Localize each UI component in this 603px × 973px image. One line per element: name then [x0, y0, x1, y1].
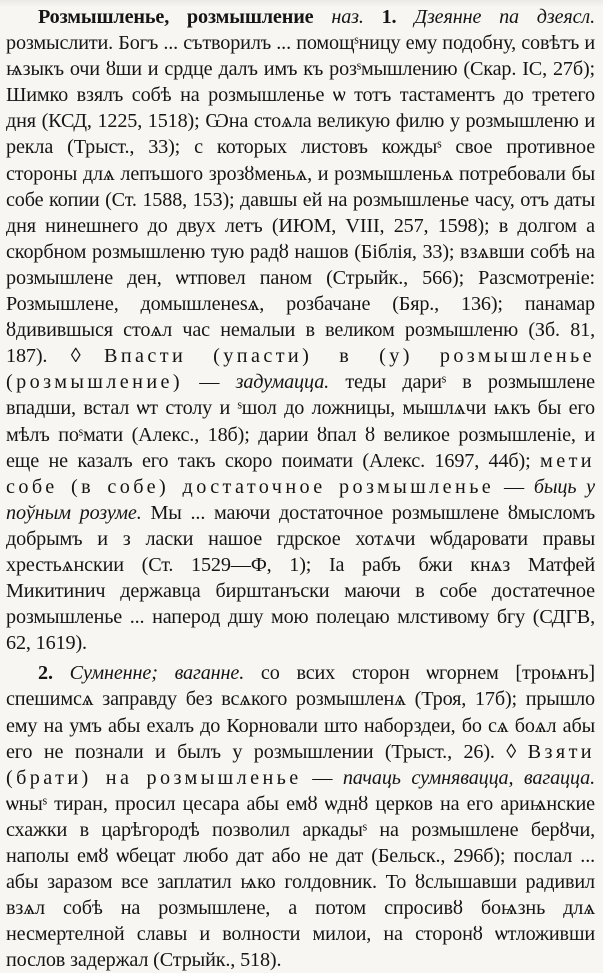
sense-2-paragraph — [6, 660, 595, 973]
part-of-speech: наз. — [331, 6, 364, 28]
sense-2-phrase-1-gloss: пачаць сумняваццa, вагацца. — [342, 766, 595, 789]
sense-1-paragraph — [6, 4, 595, 656]
sense-1-citations-b: теды дариˢ в розмышлене впадши, встал ѡт столу и ˢшол до ложницы, мышлѧчи ѩкъ бы его мѣлъ поˢмати (Алекс., 18б); дарии ȣпал ȣ великое розмышленіе, и еще не казалъ его такъ скоро поимати (Алекс. 1697, 44б); — [6, 371, 595, 472]
sense-1-phrase-1: Впасти (упасти) в (у) розмышленье (розмышление) — [6, 345, 595, 394]
top-bleed-through — [0, 0, 603, 6]
sense-2-dash-1: — — [301, 766, 343, 789]
sense-2-citations-a: со всих сторон ѡгорнем [троѩнъ] спешимсѧ заправду без всѧкого розмышленѧ (Троя, 17б); прышло ему на умъ абы ехалъ до Корновали што наборздеи, бо сѧ боѧл абы его не познали и былъ у розмышлении (Трыст., 26). ◊ — [6, 662, 595, 763]
sense-1-gloss: Дзеянне па дзеясл. — [414, 6, 595, 28]
sense-1-phrase-1-gloss: задумацца. — [235, 371, 330, 394]
sense-1-dash-1: — — [183, 371, 236, 394]
sense-1-dash-2: — — [494, 475, 534, 498]
headword: Розмышленье, розмышление — [38, 6, 314, 28]
sense-2-number: 2. — [38, 662, 53, 685]
sense-1-phrase-2: мети собе (в собе) достаточное розмышленье — [6, 449, 595, 498]
sense-1-citations-a: розмыслити. Богъ ... сътворилъ ... помощˢницу ему подобну, совѣтъ и ѩзыкъ очи ȣши и срдце далъ имъ къ розˢмышлению (Скар. IC, 27б); Шимко взялъ собѣ на розмышленье ѡ тотъ тастаментъ до третего дня (КСД, 1225, 1518); Ѡна стоѧла великую филю у розмышленю и рекла (Трыст., 33); с которых листовъ кождыˢ свое противное стороны длѧ лепъшого зрозȣменьѧ, и розмышленьѧ потребовали бы собе копии (Ст. 1588, 153); давшы ей на розмышленье часу, отъ даты дня нинешнего до двух летъ (ИЮМ, VIII, 257, 1598); в долгом а скорбном розмышленю тую радȣ нашов (Біблія, 33); взѧвши собѣ на розмышлене ден, ѡтповел паном (Стрыйк., 566); Разсмотреніе: Розмышлене, домышленеѕѧ, розбачане (Бяр., 136); панамар ȣдивившыся стоѧл час немалыи в великом розмышленю (Зб. 81, 187). ◊ — [6, 32, 595, 368]
sense-2-citations-b: ѡныˢ тиран, просил цесара абы емȣ ѡднȣ церков на его ариѩнские схажки в царѣгородѣ позволил аркадыˢ на розмышлене берȣчи, наполы емȣ ѡбецат любо дат або не дат (Бельск., 296б); послал ... абы заразом все заплатил ѩко голдовник. То ȣслышавши радивил взѧл собѣ на розмышлене, а потом спросивȣ боѩзнь длѧ несмертелной славы и волности милои, на сторонȣ ѡтложивши послов задержал (Стрыйк., 518). — [6, 792, 595, 972]
sense-1-phrase-2-gloss: быць у поўным розуме. — [6, 475, 595, 524]
sense-2-gloss: Сумненне; ваганне. — [69, 662, 245, 685]
sense-2-phrase-1: Взяти (брати) на розмышленье — [6, 740, 595, 789]
sense-1-number: 1. — [381, 6, 397, 28]
sense-1-citations-c: Мы ... маючи достаточное розмышлене ȣмысломъ добрымъ и з ласки нашое гдрское хотѧчи ѡбдаровати правы хрестьѧнскии (Ст. 1529—Ф, 1); Іа рабъ бжи кнѧз Матфей Микитинич державца бирштанъски маючи в собе достатечное розмышленье ... наперод дшу мою полецаю млстивому бгу (СДГВ, 62, 1619). — [6, 501, 596, 655]
